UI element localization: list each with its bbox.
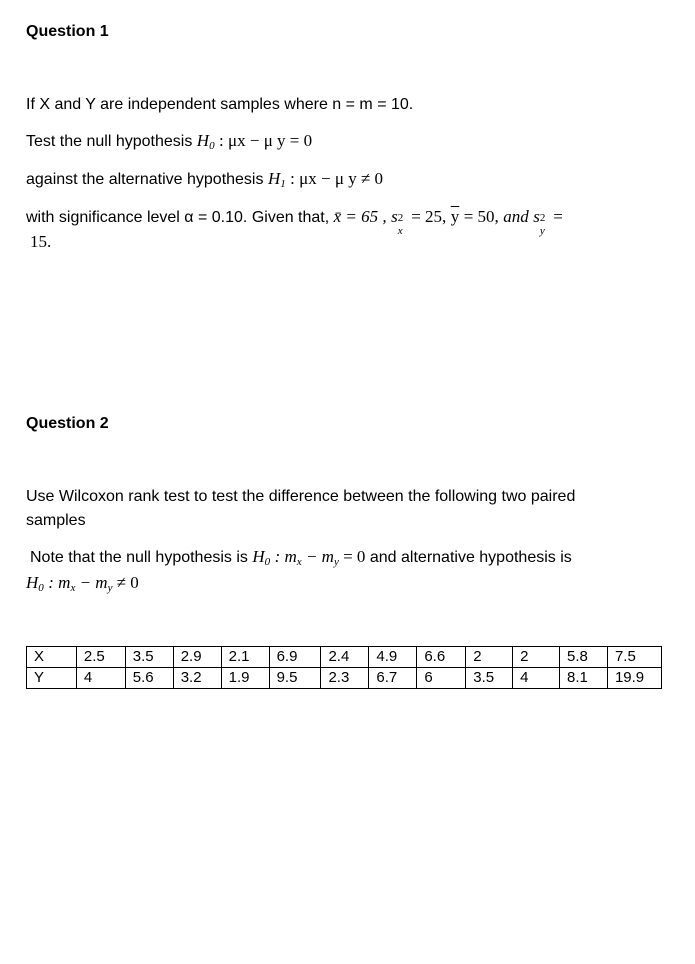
q2-alt-symbol: $H_0$	[26, 573, 44, 594]
table-cell: 2.4	[321, 647, 369, 668]
q1-ybar-symbol: $\overline{y}$	[450, 207, 460, 226]
q1-h1-symbol: $H_1$	[267, 169, 286, 190]
q2-instruction-line-1: Use Wilcoxon rank test to test the difference between the following two paired	[26, 488, 576, 505]
q2-alternative-line	[26, 573, 139, 593]
table-cell: 4	[76, 668, 125, 689]
q1-alt-text: against the alternative hypothesis	[26, 171, 264, 188]
q2-null-symbol: $H_0$	[252, 547, 271, 568]
q1-line-samples: If X and Y are independent samples where n = m = 10.	[26, 96, 414, 113]
q1-sy-symbol: s 2 y	[533, 207, 546, 237]
q1-ybar-value: = 50,	[463, 207, 499, 226]
table-cell: 2.9	[173, 647, 221, 668]
q1-null-text: Test the null hypothesis	[26, 133, 193, 150]
q1-alternative-hypothesis-line	[26, 169, 383, 189]
table-cell: Y	[27, 668, 77, 689]
q1-sy-value: 15.	[30, 232, 52, 251]
table-cell: 5.6	[125, 668, 173, 689]
table-cell: 4	[513, 668, 560, 689]
table-cell: 4.9	[369, 647, 417, 668]
q2-alt-expression: : $m_x - m_y \ne 0$	[48, 573, 139, 594]
table-cell: 2	[513, 647, 560, 668]
paired-samples-table	[26, 646, 662, 689]
q2-note-text: Note that the null hypothesis is	[30, 549, 248, 566]
table-cell: 3.5	[466, 668, 513, 689]
q1-sy-equals: =	[553, 207, 563, 226]
table-cell: 6.9	[269, 647, 321, 668]
q1-h0-symbol: $H_0$	[196, 131, 215, 152]
table-cell: 3.2	[173, 668, 221, 689]
table-cell: 6.6	[417, 647, 466, 668]
table-cell: 7.5	[607, 647, 661, 668]
table-cell: 2.1	[221, 647, 269, 668]
q1-given-line	[26, 207, 563, 237]
table-row-x	[27, 647, 662, 668]
q2-instruction-line-2: samples	[26, 512, 86, 529]
table-cell: 9.5	[269, 668, 321, 689]
table-cell: 8.1	[560, 668, 608, 689]
table-cell: 19.9	[607, 668, 661, 689]
q1-and-word: and	[503, 207, 529, 226]
question-1-heading: Question 1	[26, 23, 109, 40]
table-cell: X	[27, 647, 77, 668]
q1-sx-value: = 25,	[411, 207, 447, 226]
q2-null-expression: : $m_x - m_y = 0$	[274, 547, 366, 568]
question-2-heading: Question 2	[26, 415, 109, 432]
table-cell: 5.8	[560, 647, 608, 668]
q1-sx-symbol: s 2 x	[391, 207, 404, 237]
q2-note-tail: and alternative hypothesis is	[369, 549, 572, 566]
q1-given-text: with significance level α = 0.10. Given that,	[26, 209, 330, 226]
q1-h0-expression: : μx − μ y = 0	[219, 131, 313, 150]
table-cell: 3.5	[125, 647, 173, 668]
table-cell: 6.7	[369, 668, 417, 689]
q1-null-hypothesis-line	[26, 131, 312, 151]
table-cell: 1.9	[221, 668, 269, 689]
table-cell: 6	[417, 668, 466, 689]
table-cell: 2	[466, 647, 513, 668]
table-row-y	[27, 668, 662, 689]
q2-note-line	[30, 547, 572, 567]
table-cell: 2.5	[76, 647, 125, 668]
table-cell: 2.3	[321, 668, 369, 689]
q1-h1-expression: : μx − μ y ≠ 0	[290, 169, 384, 188]
q1-xbar-value: x̄ = 65 ,	[333, 207, 387, 226]
